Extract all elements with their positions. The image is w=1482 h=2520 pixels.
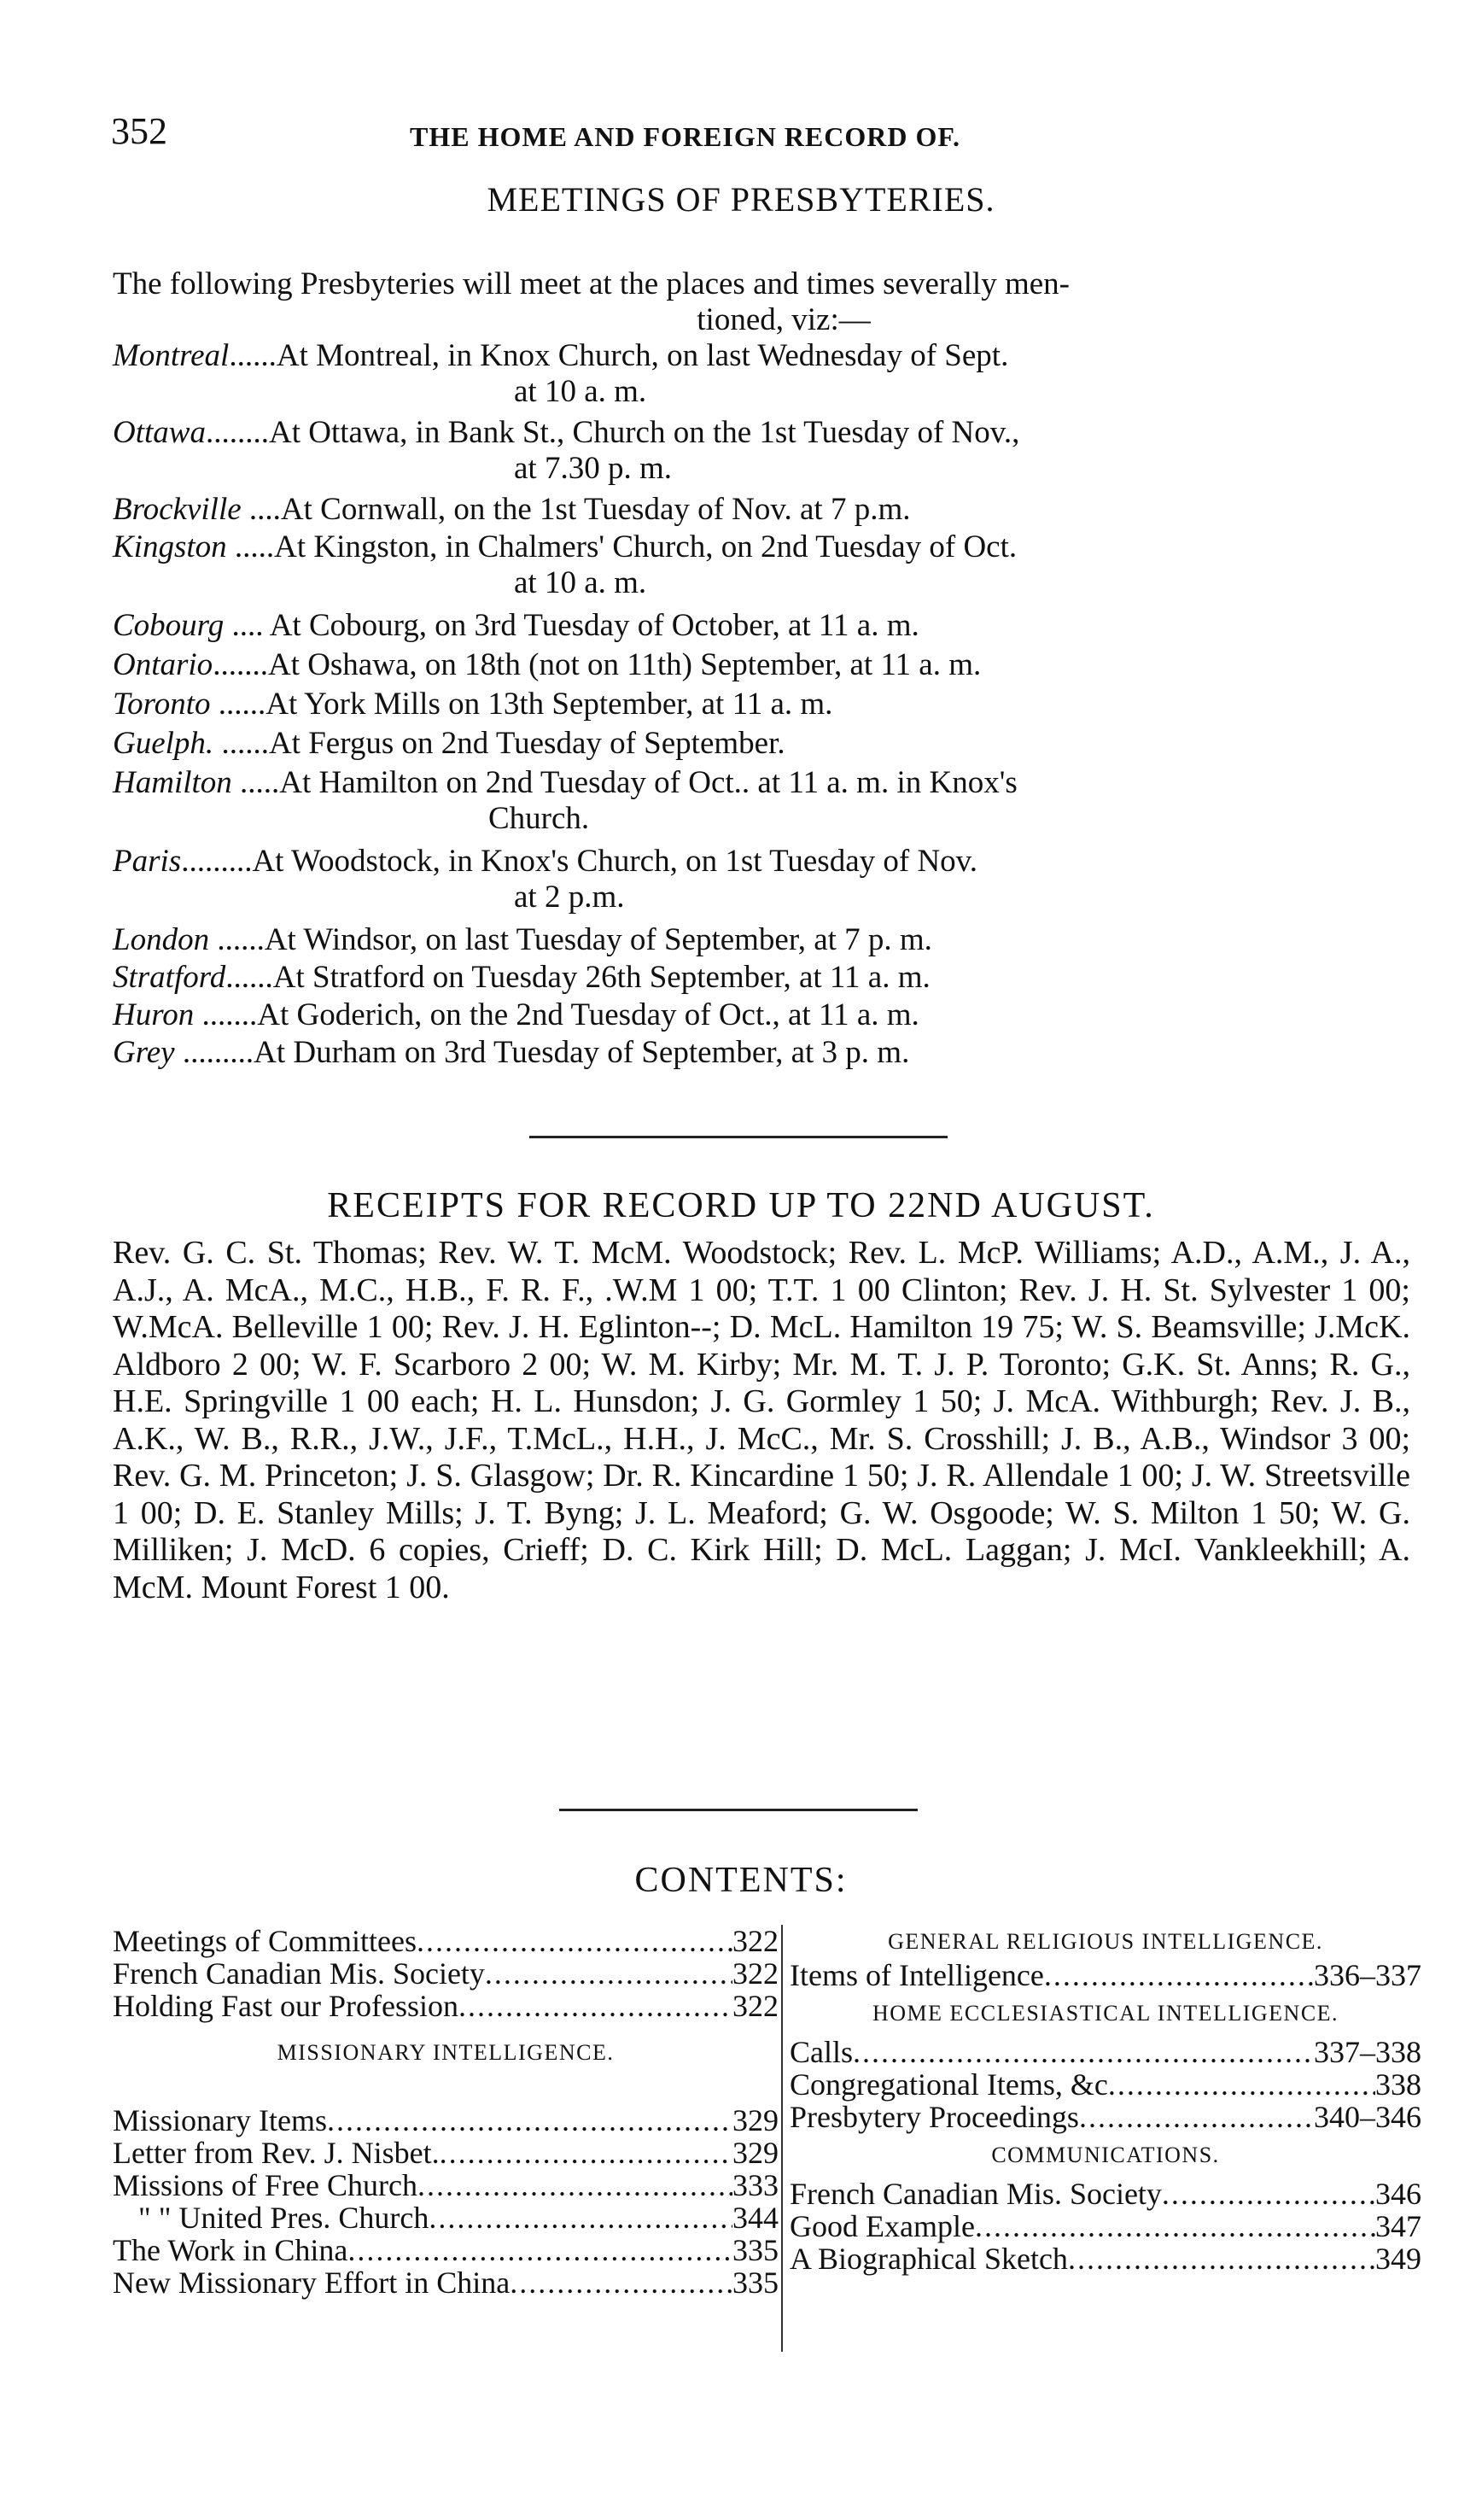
presbytery-name: Ottawa [113,415,206,450]
toc-section-heading: COMMUNICATIONS. [991,2143,1220,2167]
leader-dots: ..... [226,529,275,564]
spacer [113,2075,779,2104]
leader-dots [1068,2242,1375,2275]
presbytery-name: Guelph. [113,726,214,761]
presbytery-entry [113,338,1008,410]
meeting-details: At Cornwall, on the 1st Tuesday of Nov. at 7 p.m. [280,492,911,527]
presbytery-name: Montreal [113,338,230,373]
leader-dots: ...... [209,922,265,957]
toc-entry-title: A Biographical Sketch [790,2242,1068,2276]
toc-entry-page: 322 [732,1956,779,1991]
meeting-details: At Cobourg, on 3rd Tuesday of October, at 11 a. m. [269,608,919,643]
presbytery-entry [113,492,911,528]
toc-entry-page: 322 [732,1924,779,1958]
leader-dots [975,2210,1375,2242]
meeting-details: At Oshawa, on 18th (not on 11th) September, at 11 a. m. [267,647,982,682]
leader-dots: ...... [225,960,273,995]
presbytery-entry [113,647,981,683]
toc-entry-page: 333 [732,2168,779,2202]
toc-entry[interactable] [790,2242,1421,2275]
toc-entry-title: Missionary Items [113,2103,327,2137]
meeting-details-cont: at 7.30 p. m. [514,451,672,486]
leader-dots: ........ [205,415,269,450]
toc-entry[interactable] [113,1990,779,2022]
presbytery-entry [113,608,919,644]
toc-entry[interactable] [113,2266,779,2299]
toc-entry-page: 329 [732,2103,779,2137]
meeting-details: At Windsor, on last Tuesday of September, at 7 p. m. [264,922,932,957]
meeting-details-cont: at 10 a. m. [514,374,647,409]
leader-dots [347,2234,732,2266]
presbytery-entry [113,415,1019,487]
presbytery-entry [113,844,977,915]
presbytery-name: Hamilton [113,765,232,800]
toc-entry[interactable] [790,1959,1421,1991]
toc-entry-page: 349 [1375,2242,1421,2276]
contents-title: CONTENTS: [634,1861,848,1900]
presbytery-entry [113,1035,909,1071]
toc-entry[interactable] [113,2234,779,2266]
receipts-list: Rev. G. C. St. Thomas; Rev. W. T. McM. Woodstock; Rev. L. McP. Williams; A.D., A.M., J. A., A.J., A. McA., M.C., H.B., F. R. F., .W.M 1 00; T.T. 1 00 Clinton; Rev. J. H. St. Sylvester 1 00; W.McA. Belleville 1 00; Rev. J. H. Eglinton--; D. McL. Hamilton 19 75; W. S. Beamsville; J.McK. Aldboro 2 00; W. F. Scarboro 2 00; W. M. Kirby; Mr. M. T. J. P. Toronto; G.K. St. Anns; R. G., H.E. Springville 1 00 each; H. L. Hunsdon; J. G. Gormley 1 50; J. McA. Withburgh; Rev. J. B., A.K., W. B., R.R., J.W., J.F., T.McL., H.H., J. McC., Mr. S. Crosshill; J. B., A.B., Windsor 3 00; Rev. G. M. Princeton; J. S. Glasgow; Dr. R. Kincardine 1 50; J. R. Allendale 1 00; J. W. Streetsville 1 00; D. E. Stanley Mills; J. T. Byng; J. L. Meaford; G. W. Osgoode; W. S. Milton 1 50; W. G. Milliken; J. McD. 6 copies, Crieff; D. C. Kirk Hill; D. McL. Laggan; J. McI. Vankleekhill; A. McM. Mount Forest 1 00. [113,1235,1410,1605]
leader-dots: ....... [213,647,268,682]
toc-entry-page: 344 [732,2201,779,2235]
page-number: 352 [111,110,167,152]
toc-entry-title: Congregational Items, &c [790,2067,1108,2102]
presbytery-name: Brockville [113,492,242,527]
presbytery-name: Kingston [113,529,227,564]
toc-entry-page: 336–337 [1314,1958,1421,1992]
meetings-intro [113,266,1403,338]
meeting-details: At York Mills on 13th September, at 11 a. m. [265,687,833,722]
leader-dots [485,1957,732,1990]
toc-entry-page: 340–346 [1314,2100,1421,2134]
leader-dots [327,2104,732,2137]
contents-left-column [113,1925,779,2299]
presbytery-entry [113,997,919,1033]
meeting-details: At Fergus on 2nd Tuesday of September. [268,726,785,761]
toc-section-heading: GENERAL RELIGIOUS INTELLIGENCE. [888,1929,1323,1954]
meeting-details: At Ottawa, in Bank St., Church on the 1st Tuesday of Nov., [268,415,1020,450]
presbytery-entry [113,922,932,958]
toc-section-heading: MISSIONARY INTELLIGENCE. [277,2040,615,2065]
toc-entry-page: 322 [732,1989,779,2023]
toc-entry-page: 346 [1375,2177,1421,2211]
toc-entry-title: Calls [790,2035,854,2069]
toc-entry[interactable] [790,2101,1421,2133]
meeting-details-cont: at 10 a. m. [514,565,647,600]
toc-entry-title: Good Example [790,2209,975,2243]
toc-entry-title: Letter from Rev. J. Nisbet. [113,2136,440,2170]
toc-entry-title: Presbytery Proceedings [790,2100,1079,2134]
meeting-details-cont: at 2 p.m. [514,880,625,915]
leader-dots [417,1925,732,1957]
toc-entry-title: New Missionary Effort in China [113,2266,511,2300]
leader-dots: .... [224,608,270,643]
meeting-details: At Montreal, in Knox Church, on last Wednesday of Sept. [276,338,1009,373]
toc-entry-title: French Canadian Mis. Society [790,2177,1162,2211]
leader-dots: ......... [181,844,253,879]
presbytery-name: Toronto [113,687,211,722]
leader-dots: ...... [229,338,277,373]
presbytery-name: Huron [113,997,195,1032]
leader-dots: ..... [231,765,280,800]
leader-dots [458,1990,732,2022]
toc-entry-title: Missions of Free Church [113,2168,417,2202]
leader-dots [1162,2178,1375,2210]
presbytery-entry [113,726,785,762]
presbytery-name: Paris [113,844,182,879]
leader-dots [1044,1959,1314,1991]
leader-dots [1108,2068,1375,2101]
running-head: THE HOME AND FOREIGN RECORD OF. [410,121,960,152]
toc-entry-title: Holding Fast our Profession [113,1989,458,2023]
leader-dots: .... [241,492,281,527]
toc-entry-page: 338 [1375,2067,1421,2102]
toc-entry[interactable] [113,2201,779,2234]
receipts-title: RECEIPTS FOR RECORD UP TO 22ND AUGUST. [327,1186,1155,1225]
section-divider [559,1809,918,1811]
leader-dots: ......... [174,1035,254,1070]
presbytery-name: London [113,922,210,957]
toc-entry-title: Meetings of Committees [113,1924,417,1958]
toc-entry-page: 335 [732,2266,779,2300]
presbytery-name: Cobourg [113,608,225,643]
section-divider [529,1136,948,1138]
toc-entry[interactable] [113,2104,779,2137]
presbytery-name: Ontario [113,647,213,682]
toc-entry-title: Items of Intelligence [790,1958,1044,1992]
leader-dots: ....... [194,997,258,1032]
toc-entry[interactable] [790,2036,1421,2068]
meeting-details: At Hamilton on 2nd Tuesday of Oct.. at 11 a. m. in Knox's [279,765,1018,800]
meeting-details: At Stratford on Tuesday 26th September, at 11 a. m. [272,960,931,995]
meeting-details: At Durham on 3rd Tuesday of September, at 3 p. m. [254,1035,910,1070]
intro-line-2: tioned, viz:— [697,302,871,337]
leader-dots: ...... [213,726,269,761]
presbytery-entry [113,960,931,996]
leader-dots [853,2036,1314,2068]
toc-entry[interactable] [790,2068,1421,2101]
contents-right-column [781,1925,1421,2352]
toc-entry-title: French Canadian Mis. Society [113,1956,485,1991]
toc-entry[interactable] [113,1957,779,1990]
toc-entry-page: 335 [732,2233,779,2267]
toc-entry-title: The Work in China [113,2233,348,2267]
leader-dots [1079,2101,1314,2133]
meeting-details: At Kingston, in Chalmers' Church, on 2nd Tuesday of Oct. [274,529,1018,564]
meeting-details-cont: Church. [488,801,590,836]
toc-entry[interactable] [113,2169,779,2201]
presbytery-entry [113,529,1017,601]
presbytery-entry [113,765,1018,837]
meeting-details: At Woodstock, in Knox's Church, on 1st Tuesday of Nov. [252,844,978,879]
toc-entry-page: 329 [732,2136,779,2170]
leader-dots [510,2266,732,2299]
presbytery-entry [113,687,832,722]
toc-entry-title: " " United Pres. Church [138,2201,429,2235]
toc-entry[interactable] [113,2137,779,2169]
leader-dots [429,2201,732,2234]
leader-dots [440,2137,732,2169]
toc-entry[interactable] [790,2210,1421,2242]
toc-entry-page: 347 [1375,2209,1421,2243]
meeting-details: At Goderich, on the 2nd Tuesday of Oct., at 11 a. m. [257,997,919,1032]
presbytery-name: Grey [113,1035,175,1070]
presbytery-name: Stratford [113,960,226,995]
toc-entry[interactable] [113,1925,779,1957]
intro-line-1: The following Presbyteries will meet at the places and times severally men- [113,266,1070,301]
meetings-title: MEETINGS OF PRESBYTERIES. [487,180,995,219]
toc-section-heading: HOME ECCLESIASTICAL INTELLIGENCE. [872,2001,1339,2026]
toc-entry[interactable] [790,2178,1421,2210]
leader-dots: ...... [210,687,266,722]
toc-entry-page: 337–338 [1314,2035,1421,2069]
leader-dots [417,2169,732,2201]
